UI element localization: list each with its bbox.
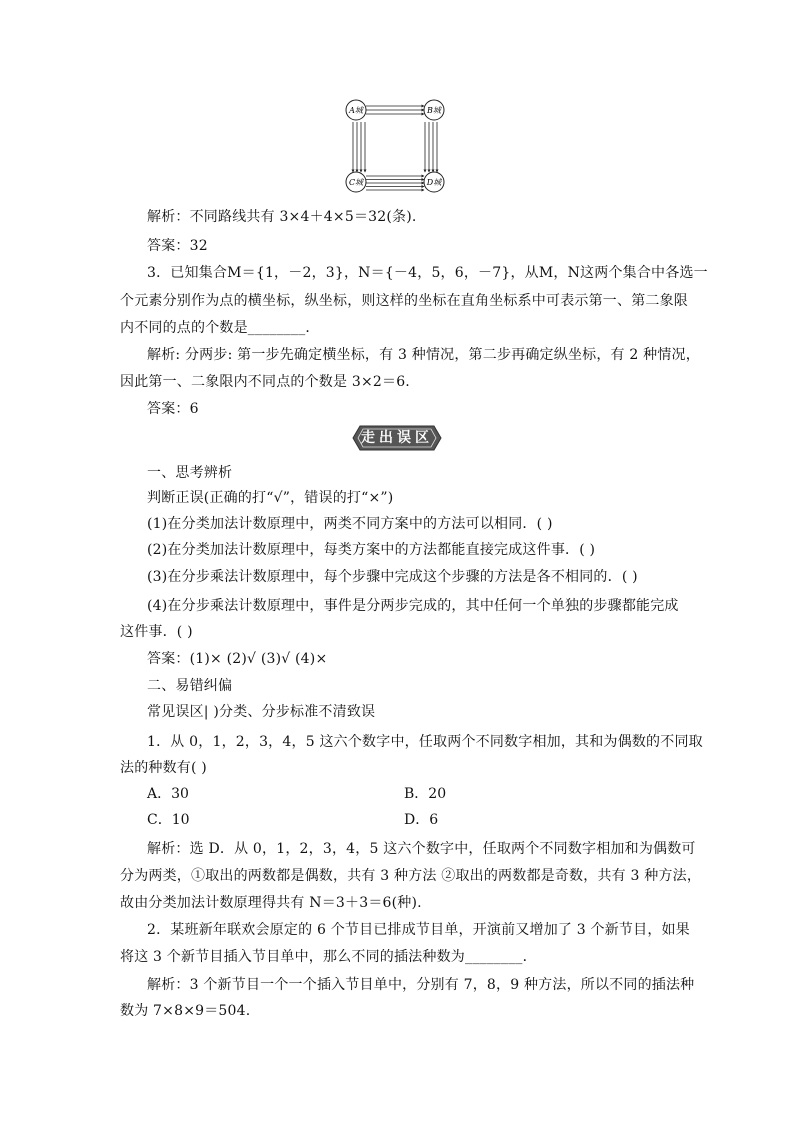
city-b-label: B城 [427,106,441,115]
route-diagram [340,92,450,202]
analysis-3-line-1: 解析: 分两步: 第一步先确定横坐标，有 3 种情况，第二步再确定纵坐标，有 2 种情况， [147,347,700,363]
answer-3-line: 答案：6 [147,401,199,417]
misconception-label: 常见误区| )分类、分步标准不清致误 [147,704,376,720]
analysis-line: 解析：不同路线共有 3×4＋4×5＝32(条). [147,209,417,225]
question-3-line-1: 3．已知集合M＝{1，－2，3}，N＝{－4，5，6，－7}，从M，N这两个集合中各选一 [147,265,708,281]
question-3-line-2: 个元素分别作为点的横坐标，纵坐标，则这样的坐标在直角坐标系中可表示第一、第二象限 [120,293,688,309]
section-banner [352,425,442,451]
question-2-line-2: 将这 3 个新节目插入节目单中，那么不同的插法种数为________． [120,949,537,965]
analysis-3-line-2: 因此第一、二象限内不同点的个数是 3×2＝6. [120,374,410,390]
judgement-2: (2)在分类加法计数原理中，每类方案中的方法都能直接完成这件事．( ) [147,542,596,558]
question-1-line-1: 1．从 0，1，2，3，4，5 这六个数字中，任取两个不同数字相加，其和为偶数的不同取 [147,734,703,750]
option-d: D．6 [404,812,439,828]
analysis-1-line-2: 分为两类，①取出的两数都是偶数，共有 3 种方法 ②取出的两数都是奇数，共有 3 种方法， [120,868,702,884]
route-a-c [353,122,365,172]
section-heading-1: 一、思考辨析 [147,465,233,481]
judgement-3: (3)在分步乘法计数原理中，每个步骤中完成这个步骤的方法是各不相同的．( ) [147,569,638,585]
answer-line: 答案：32 [147,238,208,254]
question-3-line-3: 内不同的点的个数是________． [120,320,320,336]
route-c-d [366,176,424,190]
judgement-answer: 答案：(1)× (2)√ (3)√ (4)× [147,651,328,667]
analysis-1-line-1: 解析：选 D．从 0，1，2，3，4，5 这六个数字中，任取两个不同数字相加和为偶数可 [147,841,696,857]
question-2-line-1: 2．某班新年联欢会原定的 6 个节目已排成节目单，开演前又增加了 3 个新节目，如果 [147,922,690,938]
city-d-label: D城 [426,178,442,187]
route-a-b [366,106,424,114]
option-a: A．30 [147,786,189,802]
judgement-4-line-1: (4)在分步乘法计数原理中，事件是分两步完成的，其中任何一个单独的步骤都能完成 [147,598,679,614]
option-b: B．20 [404,786,447,802]
judgement-1: (1)在分类加法计数原理中，两类不同方案中的方法可以相同．( ) [147,516,553,532]
option-c: C．10 [147,812,190,828]
judgement-4-line-2: 这件事．( ) [120,624,193,640]
analysis-1-line-3: 故由分类加法计数原理得共有 N＝3＋3＝6(种). [120,895,422,911]
instruction-line: 判断正误(正确的打“√”，错误的打“×”) [147,490,394,506]
route-b-d [425,122,437,172]
city-a-label: A城 [349,106,363,115]
analysis-2-line-2: 数为 7×8×9＝504. [120,1003,251,1019]
banner-title: 走出误区 [361,430,433,446]
city-c-label: C城 [348,178,364,187]
analysis-2-line-1: 解析：3 个新节目一个一个插入节目单中，分别有 7，8，9 种方法，所以不同的插法种 [147,977,695,993]
question-1-line-2: 法的种数有( ) [120,760,207,776]
section-heading-2: 二、易错纠偏 [147,678,233,694]
